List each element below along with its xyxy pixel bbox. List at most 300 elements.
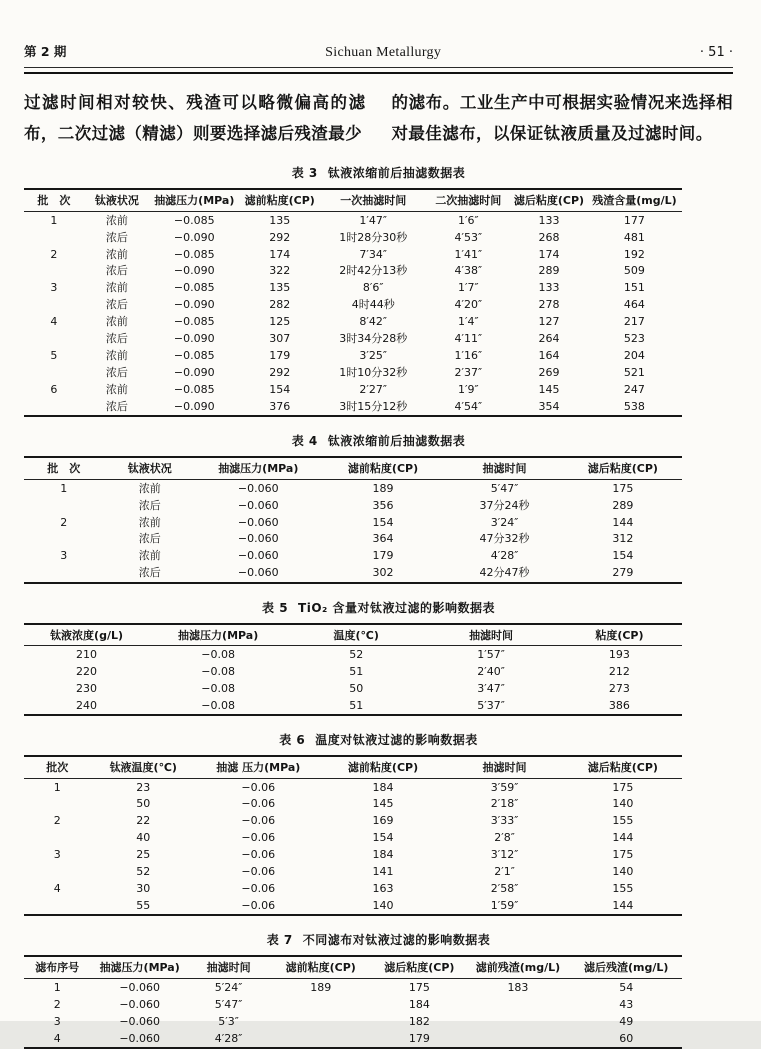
table-cell: 4′38″ (454, 264, 483, 278)
table-cell: 141 (372, 865, 394, 879)
table-row (24, 996, 682, 1013)
table-cell: 6 (50, 383, 58, 397)
table-cell: 3′59″ (490, 780, 519, 794)
column-header: 滤前粘度(CP) (239, 189, 321, 211)
table-cell: −0.090 (173, 230, 215, 244)
table-cell: 浓后 (138, 532, 161, 546)
table-cell: 1′4″ (458, 315, 479, 329)
table-cell: 523 (623, 332, 645, 346)
table-cell: 289 (538, 264, 560, 278)
table-cell: 浓后 (105, 230, 128, 244)
table-cell: 140 (612, 865, 634, 879)
column-header: 残渣含量(mg/L) (587, 189, 682, 211)
table-cell: 279 (612, 566, 634, 580)
column-header: 滤前粘度(CP) (321, 756, 446, 778)
table-cell: 4′28″ (214, 1031, 243, 1045)
table-cell: 4′28″ (490, 549, 519, 563)
table-row (24, 348, 682, 365)
header-rule-thin (24, 67, 733, 68)
table-cell: 127 (538, 315, 560, 329)
table-cell: 3 (53, 848, 61, 862)
intro-left-column: 过滤时间相对较快、残渣可以略微偏高的滤布，二次过滤（精滤）则要选择滤后残渣最少 (24, 93, 366, 143)
table-cell: 289 (612, 498, 634, 512)
table-3-caption-label: 表 3 (291, 166, 318, 181)
table-cell: 182 (408, 1014, 430, 1028)
table-5-section (24, 599, 733, 717)
table-row (24, 365, 682, 382)
table-cell: 155 (612, 882, 634, 896)
table-row (24, 778, 682, 795)
table-cell: −0.060 (237, 566, 279, 580)
table-5-caption-title: TiO₂ 含量对钛液过滤的影响数据表 (298, 600, 495, 615)
table-row (24, 246, 682, 263)
table-4-caption-label: 表 4 (291, 434, 318, 449)
column-header: 抽滤 压力(MPa) (196, 756, 321, 778)
table-cell (24, 830, 91, 847)
table-cell: 2 (50, 247, 58, 261)
table-row (24, 229, 682, 246)
table-header-row (24, 756, 682, 778)
table-cell (24, 297, 84, 314)
table-cell: 51 (349, 698, 364, 712)
table-cell: −0.060 (237, 481, 279, 495)
table-cell: 49 (619, 1014, 634, 1028)
table-cell: 1 (53, 980, 61, 994)
table-7-caption-title: 不同滤布对钛液过滤的影响数据表 (302, 933, 491, 948)
table-cell: 浓前 (105, 349, 128, 363)
table-cell: 1′7″ (458, 281, 479, 295)
table-cell: 154 (372, 515, 394, 529)
table-cell: 25 (136, 848, 151, 862)
table-cell: 364 (372, 532, 394, 546)
table-row (24, 847, 682, 864)
data-table-5 (24, 623, 682, 717)
table-cell: 55 (136, 899, 151, 913)
table-cell: 174 (538, 247, 560, 261)
table-cell: 356 (372, 498, 394, 512)
table-cell: 1′47″ (359, 213, 388, 227)
table-cell (268, 1030, 373, 1048)
table-cell: 42分47秒 (479, 566, 530, 580)
table-cell: 538 (623, 399, 645, 413)
table-row (24, 1030, 682, 1048)
table-cell: −0.08 (201, 664, 235, 678)
table-cell: 1′6″ (458, 213, 479, 227)
table-cell: 140 (372, 899, 394, 913)
table-row (24, 1013, 682, 1030)
table-row (24, 263, 682, 280)
column-header: 钛液浓度(g/L) (24, 624, 149, 646)
data-table-4 (24, 456, 682, 583)
intro-paragraphs (24, 88, 733, 149)
table-cell: 386 (608, 698, 630, 712)
column-header: 温度(℃) (287, 624, 425, 646)
table-cell: 5′47″ (214, 997, 243, 1011)
table-cell: 164 (538, 349, 560, 363)
table-row (24, 398, 682, 416)
table-cell: 322 (269, 264, 291, 278)
table-row (24, 548, 682, 565)
table-cell: 52 (136, 865, 151, 879)
table-cell: −0.060 (119, 1014, 161, 1028)
table-cell: 浓前 (138, 481, 161, 495)
table-cell (465, 1013, 570, 1030)
column-header: 批 次 (24, 189, 84, 211)
table-cell: −0.085 (173, 383, 215, 397)
table-cell: −0.06 (241, 814, 276, 828)
column-header: 抽滤压力(MPa) (196, 457, 321, 479)
table-cell: 144 (612, 515, 634, 529)
table-cell (24, 898, 91, 916)
table-cell: 30 (136, 882, 151, 896)
data-table-6 (24, 755, 682, 916)
table-cell (24, 331, 84, 348)
table-6-caption-label: 表 6 (279, 733, 306, 748)
table-cell: 179 (372, 549, 394, 563)
table-cell: 278 (538, 298, 560, 312)
table-cell: 140 (612, 797, 634, 811)
table-cell: −0.06 (241, 899, 276, 913)
table-cell: 292 (269, 230, 291, 244)
table-cell (24, 864, 91, 881)
table-row (24, 680, 682, 697)
table-row (24, 663, 682, 680)
table-cell: −0.06 (241, 831, 276, 845)
table-cell: 151 (623, 281, 645, 295)
table-cell: 1′57″ (477, 648, 505, 662)
table-cell: 220 (76, 664, 98, 678)
table-cell: −0.06 (241, 848, 276, 862)
table-cell: −0.085 (173, 315, 215, 329)
table-cell: 3′12″ (490, 848, 519, 862)
table-cell (24, 263, 84, 280)
table-cell: 1′16″ (454, 349, 483, 363)
column-header: 滤后粘度(CP) (564, 457, 682, 479)
table-7-section (24, 931, 733, 1049)
table-cell: 5 (50, 349, 58, 363)
table-cell: 1′59″ (490, 899, 519, 913)
table-7-caption (24, 931, 733, 948)
column-header: 抽滤时间 (189, 956, 268, 978)
table-cell: 2′27″ (359, 383, 388, 397)
table-cell: 184 (408, 997, 430, 1011)
column-header: 滤后粘度(CP) (564, 756, 682, 778)
table-row (24, 864, 682, 881)
table-cell: −0.060 (237, 498, 279, 512)
table-cell: 47分32秒 (479, 532, 530, 546)
table-cell: 509 (623, 264, 645, 278)
table-cell: 5′3″ (218, 1014, 239, 1028)
column-header: 粘度(CP) (557, 624, 682, 646)
table-cell: 5′24″ (214, 980, 243, 994)
table-cell: 1 (60, 481, 68, 495)
column-header: 抽滤时间 (445, 457, 563, 479)
table-7-caption-label: 表 7 (266, 933, 293, 948)
table-header-row (24, 189, 682, 211)
column-header: 二次抽滤时间 (426, 189, 511, 211)
table-cell: 4时44秒 (351, 298, 395, 312)
table-cell: 154 (612, 549, 634, 563)
table-cell (268, 996, 373, 1013)
table-cell: 3时34分28秒 (339, 332, 408, 346)
table-row (24, 280, 682, 297)
table-cell: −0.090 (173, 366, 215, 380)
table-4-section (24, 432, 733, 583)
table-cell: 175 (408, 980, 430, 994)
table-cell: −0.08 (201, 698, 235, 712)
table-cell: −0.090 (173, 298, 215, 312)
table-cell: 3 (50, 281, 58, 295)
table-cell: 189 (372, 481, 394, 495)
table-cell: 269 (538, 366, 560, 380)
table-cell: −0.08 (201, 648, 235, 662)
column-header: 滤后粘度(CP) (511, 189, 587, 211)
table-cell: −0.090 (173, 264, 215, 278)
column-header: 抽滤时间 (425, 624, 557, 646)
table-cell: 154 (269, 383, 291, 397)
table-row (24, 898, 682, 916)
column-header: 抽滤时间 (445, 756, 563, 778)
table-cell: −0.085 (173, 213, 215, 227)
table-row (24, 830, 682, 847)
table-4-caption-title: 钛液浓缩前后抽滤数据表 (327, 434, 466, 449)
table-cell: 4′53″ (454, 230, 483, 244)
table-cell (24, 565, 104, 583)
table-header-row (24, 956, 682, 978)
table-cell: 144 (612, 899, 634, 913)
table-cell: 1时28分30秒 (339, 230, 408, 244)
table-cell: 浓前 (105, 383, 128, 397)
table-cell: 282 (269, 298, 291, 312)
table-cell: 4 (53, 1031, 61, 1045)
table-cell: 179 (408, 1031, 430, 1045)
table-cell: 2′18″ (490, 797, 519, 811)
table-cell: 179 (269, 349, 291, 363)
table-row (24, 331, 682, 348)
table-cell: 175 (612, 481, 634, 495)
table-cell: 1′41″ (454, 247, 483, 261)
table-cell: 浓前 (105, 213, 128, 227)
table-cell: 2′8″ (494, 831, 515, 845)
table-cell: 22 (136, 814, 151, 828)
table-cell: 浓后 (105, 332, 128, 346)
table-cell: 4 (53, 882, 61, 896)
table-cell: 175 (612, 848, 634, 862)
table-cell (24, 398, 84, 416)
table-cell: 1时10分32秒 (339, 366, 408, 380)
table-cell: 浓后 (105, 399, 128, 413)
table-cell: 54 (619, 980, 634, 994)
column-header: 批次 (24, 756, 91, 778)
journal-title: Sichuan Metallurgy (325, 45, 442, 60)
column-header: 滤前残渣(mg/L) (465, 956, 570, 978)
table-cell: 193 (608, 648, 630, 662)
table-cell: 浓后 (105, 264, 128, 278)
table-cell: 354 (538, 399, 560, 413)
table-cell: 189 (310, 980, 332, 994)
table-row (24, 881, 682, 898)
table-cell: 43 (619, 997, 634, 1011)
table-cell: 3′25″ (359, 349, 388, 363)
table-cell: 2′40″ (477, 664, 505, 678)
table-cell: 浓后 (138, 498, 161, 512)
table-row (24, 565, 682, 583)
table-cell: 481 (623, 230, 645, 244)
table-cell: 37分24秒 (479, 498, 530, 512)
table-cell: 177 (623, 213, 645, 227)
table-cell: −0.08 (201, 681, 235, 695)
table-cell: 2时42分13秒 (339, 264, 408, 278)
table-cell: −0.060 (237, 532, 279, 546)
table-cell: 376 (269, 399, 291, 413)
table-cell: 155 (612, 814, 634, 828)
table-cell: 3′33″ (490, 814, 519, 828)
header-rule-thick (24, 72, 733, 75)
intro-right-column: 的滤布。工业生产中可根据实验情况来选择相对最佳滤布，以保证钛液质量及过滤时间。 (391, 93, 733, 143)
table-cell: −0.06 (241, 882, 276, 896)
column-header: 钛液温度(℃) (91, 756, 196, 778)
table-cell: 135 (269, 213, 291, 227)
table-cell: 50 (349, 681, 364, 695)
table-cell: 2 (53, 997, 61, 1011)
table-cell: 307 (269, 332, 291, 346)
table-cell: 2 (53, 814, 61, 828)
table-cell: 浓后 (105, 298, 128, 312)
table-row (24, 979, 682, 996)
table-cell: 192 (623, 247, 645, 261)
column-header: 抽滤压力(MPa) (149, 624, 287, 646)
table-cell: 210 (76, 648, 98, 662)
table-cell: 50 (136, 797, 151, 811)
table-cell: 40 (136, 831, 151, 845)
table-cell: 217 (623, 315, 645, 329)
table-cell: 212 (608, 664, 630, 678)
table-cell: −0.085 (173, 247, 215, 261)
table-row (24, 497, 682, 514)
table-cell: 1′9″ (458, 383, 479, 397)
table-cell (465, 996, 570, 1013)
table-cell: −0.060 (237, 549, 279, 563)
table-row (24, 480, 682, 497)
column-header: 抽滤压力(MPa) (90, 956, 189, 978)
column-header: 钛液状况 (104, 457, 196, 479)
table-cell: 312 (612, 532, 634, 546)
table-cell: 5′37″ (477, 698, 505, 712)
column-header: 钛液状况 (84, 189, 150, 211)
table-3-caption-title: 钛液浓缩前后抽滤数据表 (327, 166, 466, 181)
table-cell: 154 (372, 831, 394, 845)
table-cell: 4′11″ (454, 332, 483, 346)
table-cell: 133 (538, 213, 560, 227)
table-cell: 浓后 (105, 366, 128, 380)
table-cell: 273 (608, 681, 630, 695)
table-cell: 3 (60, 549, 68, 563)
table-cell: 4′20″ (454, 298, 483, 312)
page-header (24, 44, 733, 62)
table-cell (24, 796, 91, 813)
table-row (24, 314, 682, 331)
column-header: 滤前粘度(CP) (321, 457, 446, 479)
table-5-caption (24, 599, 733, 616)
table-cell: 145 (372, 797, 394, 811)
table-cell: 464 (623, 298, 645, 312)
table-row (24, 813, 682, 830)
table-cell: −0.085 (173, 349, 215, 363)
table-cell: 230 (76, 681, 98, 695)
table-cell: −0.06 (241, 780, 276, 794)
table-cell: 浓前 (138, 549, 161, 563)
table-header-row (24, 624, 682, 646)
table-row (24, 212, 682, 229)
table-row (24, 531, 682, 548)
table-cell: 5′47″ (490, 481, 519, 495)
column-header: 批 次 (24, 457, 104, 479)
table-cell: 1 (53, 780, 61, 794)
table-row (24, 646, 682, 663)
column-header: 一次抽滤时间 (321, 189, 426, 211)
table-cell: −0.060 (119, 980, 161, 994)
page-number: · 51 · (699, 45, 733, 60)
table-cell: −0.060 (119, 1031, 161, 1045)
table-6-section (24, 731, 733, 916)
issue-label: 第 2 期 (24, 44, 67, 59)
table-cell: −0.085 (173, 281, 215, 295)
table-cell: 浓前 (138, 515, 161, 529)
table-cell: 浓前 (105, 315, 128, 329)
table-cell: 3 (53, 1014, 61, 1028)
table-cell: 125 (269, 315, 291, 329)
table-cell: −0.06 (241, 797, 276, 811)
table-cell: 2 (60, 515, 68, 529)
table-5-caption-label: 表 5 (262, 600, 289, 615)
table-cell: 521 (623, 366, 645, 380)
column-header: 抽滤压力(MPa) (150, 189, 239, 211)
table-cell: 268 (538, 230, 560, 244)
table-cell: 247 (623, 383, 645, 397)
table-cell: 浓后 (138, 566, 161, 580)
data-table-7 (24, 955, 682, 1049)
table-row (24, 697, 682, 715)
table-3-section (24, 164, 733, 417)
column-header: 滤后粘度(CP) (373, 956, 465, 978)
table-cell: 8′42″ (359, 315, 388, 329)
table-cell: 184 (372, 848, 394, 862)
table-4-caption (24, 432, 733, 449)
table-3-caption (24, 164, 733, 181)
table-cell: 4 (50, 315, 58, 329)
table-cell: 240 (76, 698, 98, 712)
table-6-caption-title: 温度对钛液过滤的影响数据表 (315, 733, 478, 748)
table-cell: −0.090 (173, 399, 215, 413)
table-cell: 135 (269, 281, 291, 295)
table-cell: 163 (372, 882, 394, 896)
table-cell (24, 531, 104, 548)
table-cell: 7′34″ (359, 247, 388, 261)
table-cell: 60 (619, 1031, 634, 1045)
table-cell (268, 1013, 373, 1030)
table-cell: 浓前 (105, 281, 128, 295)
table-cell (24, 497, 104, 514)
column-header: 滤前粘度(CP) (268, 956, 373, 978)
table-cell: 183 (507, 980, 529, 994)
table-cell: 302 (372, 566, 394, 580)
table-row (24, 796, 682, 813)
table-cell: 2′1″ (494, 865, 515, 879)
column-header: 滤布序号 (24, 956, 90, 978)
table-cell: 292 (269, 366, 291, 380)
table-cell: 浓前 (105, 247, 128, 261)
table-cell: 1 (50, 213, 58, 227)
